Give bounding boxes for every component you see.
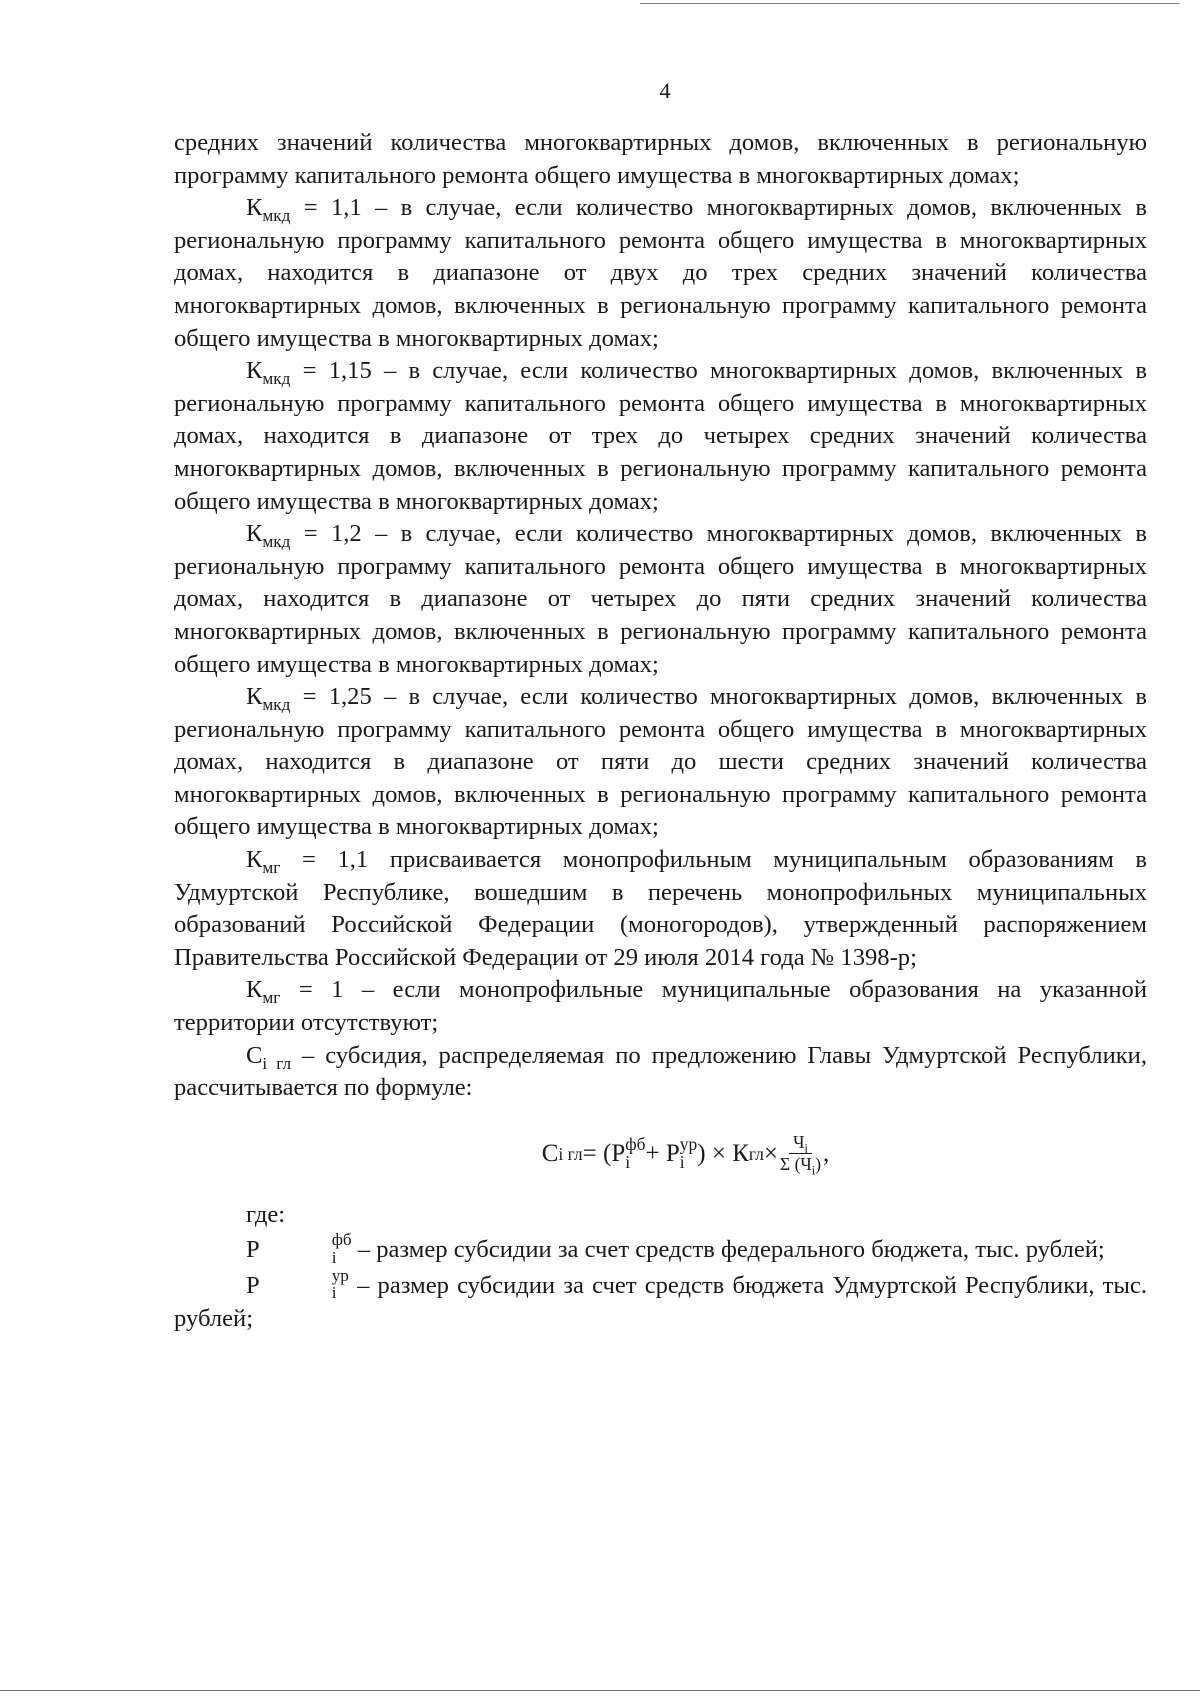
formula-term2-indices: ур i	[679, 1134, 698, 1172]
paragraph-continuation: средних значений количества многоквартирных домов, включенных в региональную программу капитального ремонта общего имущества в многоквартирных домах;	[174, 129, 1147, 189]
pfb-indices: фб i	[331, 1230, 352, 1267]
paragraph-kmg-1: $К_{мг} = 1$ – если монопрофильные муниципальные образования на указанной территории отсутствуют;	[174, 976, 1147, 1037]
paragraph-pur: P ур i – размер субсидии за счет средств бюджета Удмуртской Республики, тыс. рублей;	[174, 1266, 1147, 1332]
fraction-numerator: $Ч_i$	[789, 1132, 812, 1154]
paragraph-kmkd-1-2: $К_{мкд} = 1,2 - в$ случае, если количество многоквартирных домов, включенных в региональную программу капитального ремонта общего имущества в многоквартирных домах, находится в диапазоне от четырех до пяти средних значений количества многоквартирных домов, включенных в региональную программу капитального ремонта общего имущества в многоквартирных домах;	[174, 520, 1147, 678]
page-number: 4	[659, 78, 671, 103]
formula-fraction	[780, 1132, 822, 1178]
paragraph-pfb: P фб i – размер субсидии за счет средств федерального бюджета, тыс. рублей;	[246, 1230, 1105, 1267]
paragraph-cigl: $С_{i гл}$ – субсидия, распределяемая по предложению Главы Удмуртской Республики, рассчитывается по формуле:	[174, 1041, 1147, 1102]
where-label: где:	[246, 1200, 286, 1228]
paragraph-kmg-1-1: $К_{мг} = 1,1$ присваивается монопрофильным муниципальным образованиям в Удмуртской Республике, вошедшим в перечень монопрофильных муниципальных образований Российской Федерации (моногородов), утвержденный распоряжением Правительства Российской Федерации от 29 июля 2014 года № 1398-р;	[174, 846, 1147, 971]
scan-top-line	[640, 3, 1180, 4]
document-body	[174, 127, 1147, 1335]
paragraph-kmkd-1-25: $К_{мкд} = 1,25 - в$ случае, если количество многоквартирных домов, включенных в региональную программу капитального ремонта общего имущества в многоквартирных домах, находится в диапазоне от пяти до шести средних значений количества многоквартирных домов, включенных в региональную программу капитального ремонта общего имущества в многоквартирных домах;	[174, 683, 1147, 841]
formula-term1-indices: фб i	[625, 1134, 646, 1172]
fraction-denominator: Σ $(Ч_i)$	[780, 1154, 822, 1178]
paragraph-kmkd-1-15: $К_{мкд} = 1,15 - в$ случае, если количество многоквартирных домов, включенных в региональную программу капитального ремонта общего имущества в многоквартирных домах, находится в диапазоне от трех до четырех средних значений количества многоквартирных домов, включенных в региональную программу капитального ремонта общего имущества в многоквартирных домах;	[174, 357, 1147, 515]
formula: С i гл = (P фб i + P ур i ) × К гл × $\frac{Ч_i}{\Sigma (Ч_i)}$ ,	[541, 1132, 830, 1178]
scan-bottom-line	[0, 1690, 1200, 1691]
pur-indices: ур i	[331, 1266, 349, 1303]
paragraph-kmkd-1-1: $К_{мкд} = 1,1 - в$ случае, если количество многоквартирных домов, включенных в региональную программу капитального ремонта общего имущества в многоквартирных домах, находится в диапазоне от двух до трех средних значений количества многоквартирных домов, включенных в региональную программу капитального ремонта общего имущества в многоквартирных домах;	[174, 194, 1147, 352]
